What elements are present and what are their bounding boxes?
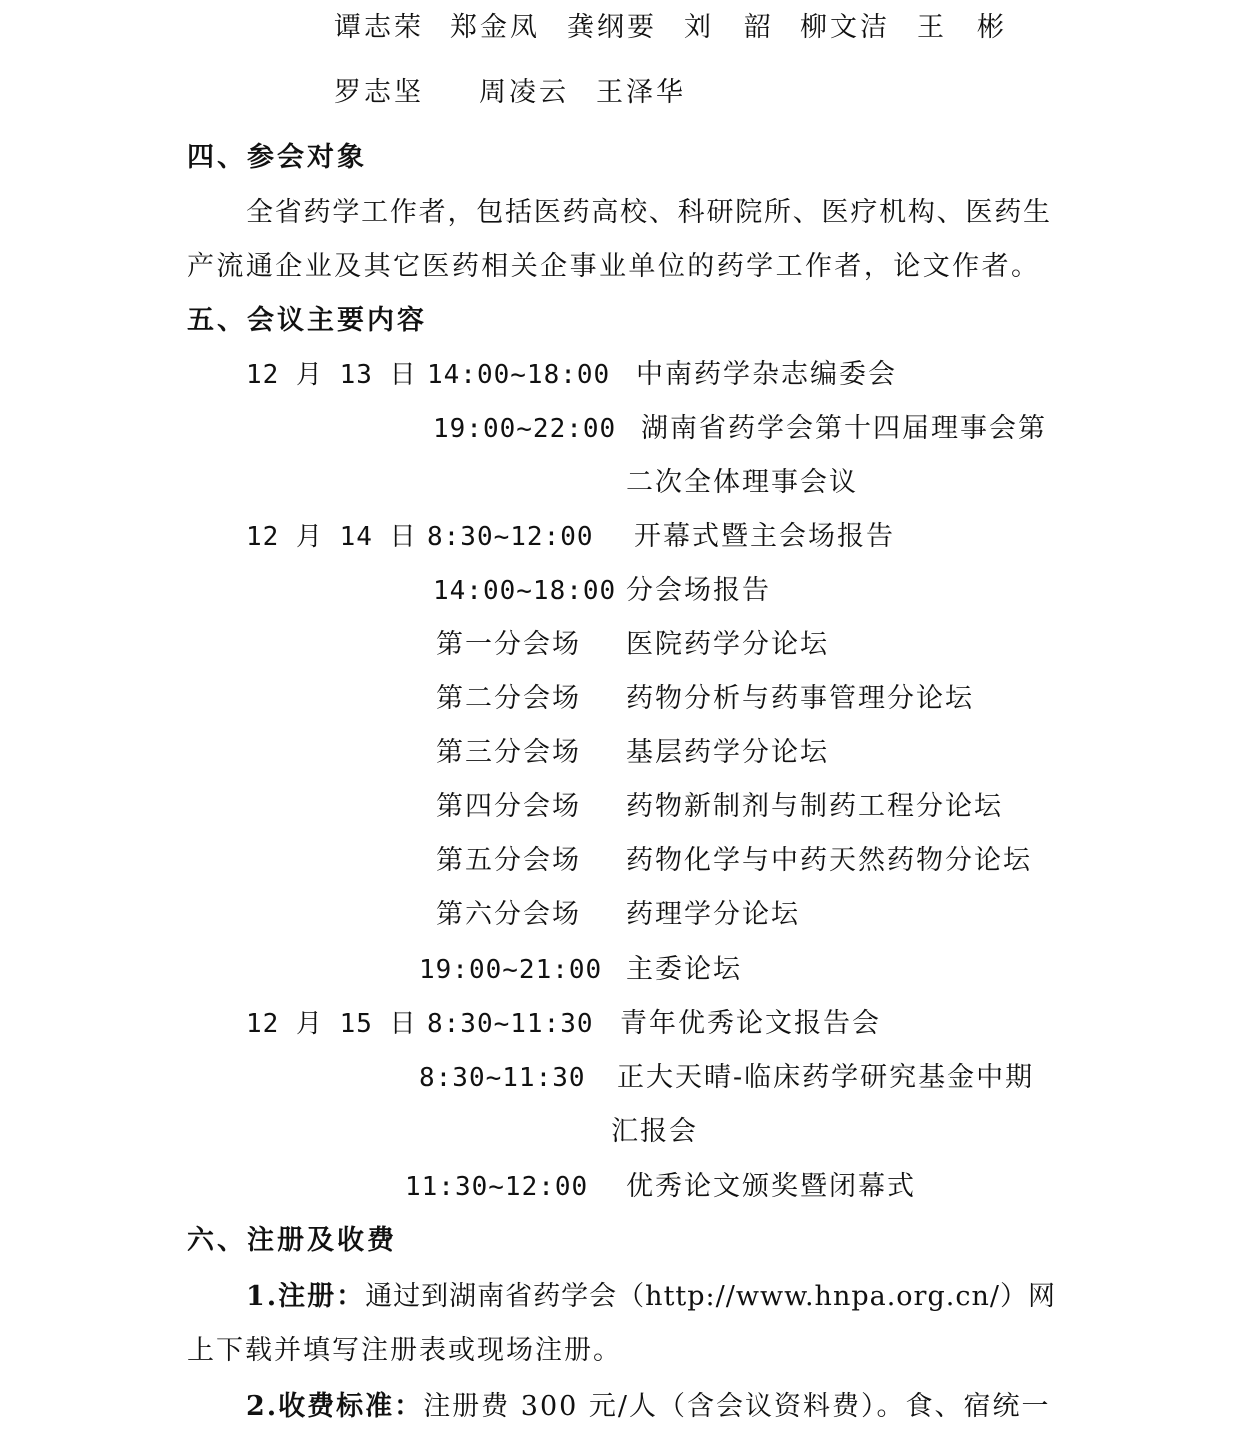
- agenda-time: 8:30~12:00: [427, 522, 594, 552]
- session-name: 第六分会场: [436, 899, 581, 930]
- section-heading-registration: 六、注册及收费: [187, 1225, 397, 1256]
- session-topic: 药物新制剂与制药工程分论坛: [626, 791, 1003, 822]
- agenda-event: 开幕式暨主会场报告: [634, 521, 895, 552]
- attendees-paragraph-line: 全省药学工作者，包括医药高校、科研院所、医疗机构、医药生: [246, 197, 1051, 228]
- committee-name: 王泽华: [596, 77, 686, 108]
- agenda-event: 中南药学杂志编委会: [636, 359, 897, 390]
- agenda-event: 优秀论文颁奖暨闭幕式: [626, 1171, 916, 1202]
- agenda-time: 11:30~12:00: [405, 1172, 589, 1202]
- agenda-time: 19:00~21:00: [419, 955, 603, 985]
- session-topic: 医院药学分论坛: [626, 629, 829, 660]
- session-name: 第二分会场: [436, 683, 581, 714]
- session-topic: 基层药学分论坛: [626, 737, 829, 768]
- session-name: 第五分会场: [436, 845, 581, 876]
- fee-text: 注册费 300 元/人（含会议资料费）。食、宿统一: [423, 1391, 1051, 1422]
- section-heading-attendees: 四、参会对象: [187, 142, 367, 173]
- session-topic: 药理学分论坛: [626, 899, 800, 930]
- agenda-event: 汇报会: [611, 1116, 698, 1147]
- session-name: 第一分会场: [436, 629, 581, 660]
- agenda-date: 12 月 15 日: [246, 1009, 417, 1039]
- agenda-event: 二次全体理事会议: [626, 467, 858, 498]
- attendees-paragraph-line: 产流通企业及其它医药相关企事业单位的药学工作者，论文作者。: [187, 251, 1039, 282]
- registration-item: [246, 1280, 1056, 1314]
- registration-label: 1.注册：: [246, 1281, 366, 1312]
- fee-label: 2.收费标准：: [246, 1391, 424, 1422]
- agenda-time: 14:00~18:00: [433, 576, 617, 606]
- session-topic: 药物分析与药事管理分论坛: [626, 683, 974, 714]
- agenda-event: 湖南省药学会第十四届理事会第: [641, 413, 1047, 444]
- agenda-event: 正大天晴-临床药学研究基金中期: [617, 1062, 1035, 1093]
- committee-name: 王 彬: [917, 12, 1007, 43]
- agenda-time: 19:00~22:00: [433, 414, 617, 444]
- session-name: 第三分会场: [436, 737, 581, 768]
- registration-text: 通过到湖南省药学会（http://www.hnpa.org.cn/）网: [365, 1281, 1056, 1312]
- agenda-event: 分会场报告: [626, 575, 771, 606]
- agenda-date: 12 月 13 日: [246, 360, 417, 390]
- committee-name: 罗志坚: [334, 77, 424, 108]
- committee-name: 周凌云: [479, 77, 569, 108]
- agenda-event: 主委论坛: [626, 954, 742, 985]
- agenda-event: 青年优秀论文报告会: [620, 1008, 881, 1039]
- committee-name: 谭志荣: [334, 12, 424, 43]
- section-heading-agenda: 五、会议主要内容: [187, 305, 427, 336]
- registration-text-line: 上下载并填写注册表或现场注册。: [187, 1335, 622, 1366]
- session-topic: 药物化学与中药天然药物分论坛: [626, 845, 1032, 876]
- agenda-time: 8:30~11:30: [427, 1009, 594, 1039]
- committee-name: 龚纲要: [567, 12, 657, 43]
- committee-name: 郑金凤: [450, 12, 540, 43]
- agenda-date: 12 月 14 日: [246, 522, 417, 552]
- agenda-time: 8:30~11:30: [419, 1063, 586, 1093]
- agenda-time: 14:00~18:00: [427, 360, 611, 390]
- committee-name: 柳文洁: [800, 12, 890, 43]
- committee-name: 刘 韶: [684, 12, 774, 43]
- session-name: 第四分会场: [436, 791, 581, 822]
- fee-item: [246, 1390, 1050, 1424]
